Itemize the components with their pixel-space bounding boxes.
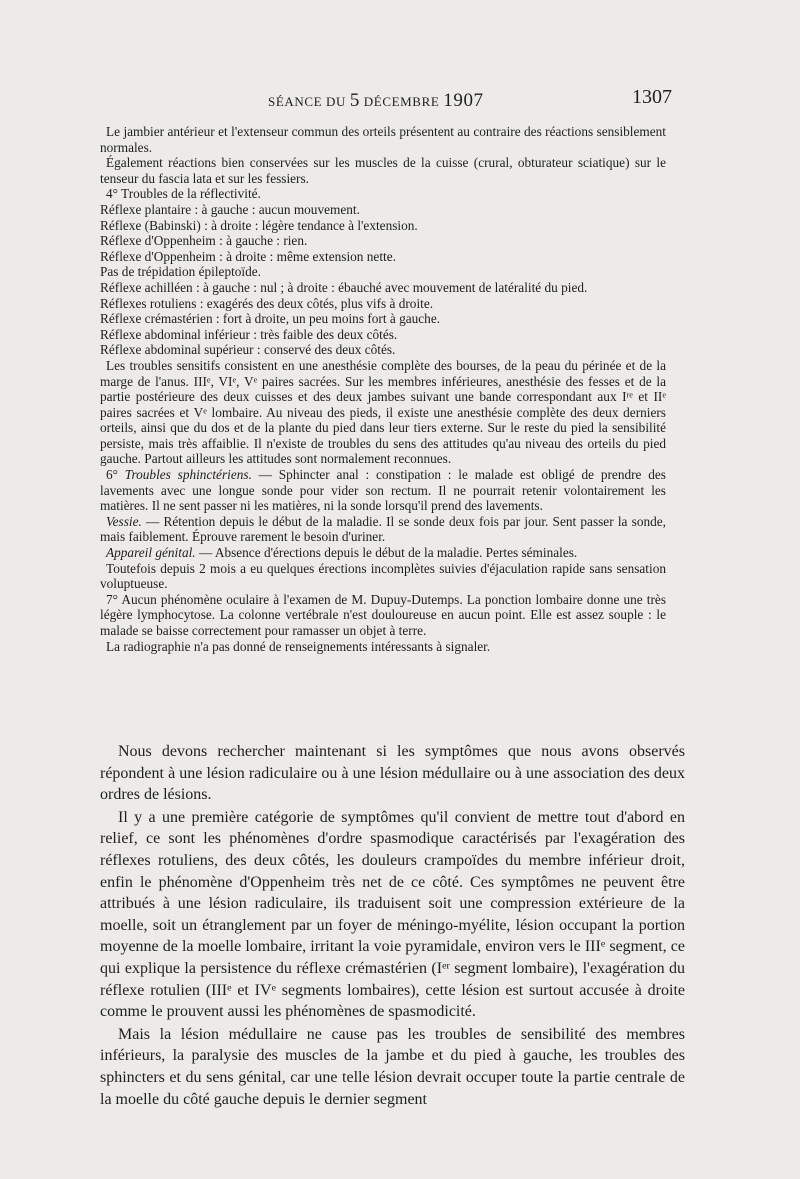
note-line: Réflexe d'Oppenheim : à droite : même extension nette. [100, 248, 396, 264]
text-run: segments lombaires), cette lésion est surtout accusée à droite comme le prouvent aussi les phénomènes de spasmodicité. [100, 981, 685, 1021]
title-day: 5 [349, 90, 360, 111]
note-line: Réflexe crémastérien : fort à droite, un peu moins fort à gauche. [100, 311, 441, 327]
note-line: La radiographie n'a pas donné de renseignements intéressants à signaler. [106, 638, 491, 654]
note-line: Réflexe (Babinski) : à droite : légère tendance à l'extension. [100, 217, 418, 233]
page-number: 1307 [632, 86, 672, 108]
superscript: e [662, 390, 666, 400]
text-run: paires sacrées. Sur les membres inférieures, anesthésie des fesses et de la partie postérieure des deux cuisses et des deux jambes suivant une bande correspondant aux I [100, 373, 666, 405]
note-line: Également réactions bien conservées sur les muscles de la cuisse (crural, obturateur sciatique) sur le tenseur du fascia lata et sur les fessiers. [100, 155, 666, 186]
note-line: Réflexes rotuliens : exagérés des deux côtés, plus vifs à droite. [100, 295, 434, 311]
text-run: et IV [231, 981, 272, 999]
note-line: Réflexe abdominal supérieur : conservé des deux côtés. [100, 342, 396, 358]
superscript: er [442, 960, 450, 972]
text-run: lombaire. Au niveau des pieds, il existe une anesthésie complète des deux derniers orteils, ainsi que du dos et de la plante du pied dans leur tiers externe. Sur le reste du pied la sensibilité persiste, mais très affaiblie. Il n'existe de troubles du sens des attitudes qu'au niveau des orteils du pied gauche. Partout ailleurs les attitudes sont normalement reconnues. [100, 404, 666, 467]
vessie-paragraph [100, 514, 666, 545]
appareil-paragraph [100, 545, 666, 561]
note-line: Réflexe achilléen : à gauche : nul ; à droite : ébauché avec mouvement de latéralité du pied. [100, 279, 588, 295]
superscript: e [253, 374, 258, 384]
text-run: Il y a une première catégorie de symptômes qu'il convient de mettre tout d'abord en relief, ce sont les phénomènes d'ordre spasmodique caractérisés par l'exagération des réflexes rotuliens, des deux côtés, les douleurs crampoïdes du membre inférieur droit, enfin le phénomène d'Oppenheim très net de ce côté. Ces symptômes ne peuvent être attribués à une lésion radiculaire, ils traduisent soit une compression extérieure de la moelle, soit un étranglement par un foyer de méningo-myélite, lésion occupant la portion moyenne de la moelle lombaire, irritant la voie pyramidale, environ vers le III [100, 808, 685, 956]
text-run: — Rétention depuis le début de la maladie. Il se sonde deux fois par jour. Sent passer la sonde, mais faiblement. Éprouve rarement le besoin d'uriner. [100, 513, 666, 545]
text-run: segment lombaire), l'exagération du réflexe rotulien (III [100, 959, 686, 999]
clinical-notes [100, 124, 666, 654]
sensory-paragraph [100, 358, 666, 467]
note-line: Réflexe d'Oppenheim : à gauche : rien. [100, 233, 308, 249]
note-line: Pas de trépidation épileptoïde. [100, 264, 261, 280]
text-run: , VI [210, 373, 233, 389]
section-number: 6° [106, 467, 125, 483]
section-label: Vessie. [106, 513, 142, 529]
superscript: re [626, 390, 633, 400]
note-line: Le jambier antérieur et l'extenseur commun des orteils présentent au contraire des réactions sensiblement normales. [100, 124, 666, 155]
body-paragraph: Nous devons rechercher maintenant si les symptômes que nous avons observés répondent à une lésion radiculaire ou à une lésion médullaire ou à une association des deux ordres de lésions. [100, 743, 685, 804]
text-run: paires sacrées et V [100, 404, 204, 420]
text-run: segment, ce qui explique la persistence du réflexe crémastérien (I [100, 938, 685, 977]
section-label: Troubles sphinctériens. [124, 467, 252, 483]
note-line: Réflexe plantaire : à gauche : aucun mouvement. [100, 201, 360, 217]
superscript: e [203, 405, 207, 415]
text-run: et II [632, 389, 663, 405]
title-month: DÉCEMBRE [359, 94, 444, 109]
section-label: Appareil génital. [106, 545, 196, 561]
sphincter-paragraph [100, 467, 666, 514]
text-run: — Absence d'érections depuis le début de la maladie. Pertes séminales. [195, 545, 578, 561]
text-run: — Sphincter anal : constipation : le malade est obligé de prendre des lavements avec une longue sonde pour vider son rectum. Il ne pourrait retenir volontairement les matières. Il ne sent passer ni les matières, ni la sonde lorsqu'il prend des lavements. [100, 467, 666, 514]
superscript: e [232, 374, 237, 384]
running-header [0, 86, 800, 114]
title-year: 1907 [443, 90, 484, 111]
body-paragraph: Mais la lésion médullaire ne cause pas les troubles de sensibilité des membres inférieurs, la paralysie des muscles de la jambe et du pied à gauche, les troubles des sphincters et du sens génital, car une telle lésion devrait occuper toute la partie centrale de la moelle du côté gauche depuis le dernier segment [100, 1025, 685, 1108]
note-line: 7° Aucun phénomène oculaire à l'examen de M. Dupuy-Dutemps. La ponction lombaire donne une très légère lymphocytose. La colonne vertébrale n'est douloureuse en aucun point. Elle est assez souple : le malade se baisse correctement pour ramasser un objet à terre. [100, 591, 666, 638]
superscript: e [227, 982, 232, 994]
note-line: 4° Troubles de la réflectivité. [106, 186, 261, 202]
running-title [268, 90, 484, 112]
superscript: e [271, 982, 276, 994]
body-paragraph [100, 807, 685, 1023]
superscript: e [206, 374, 211, 384]
note-line: Toutefois depuis 2 mois a eu quelques érections incomplètes suivies d'éjaculation rapide sans sensation voluptueuse. [100, 560, 666, 592]
text-run: Les troubles sensitifs consistent en une anesthésie complète des bourses, de la peau du périnée et de la marge de l'anus. III [100, 357, 666, 389]
discussion-body [100, 741, 685, 1110]
note-line: Réflexe abdominal inférieur : très faible des deux côtés. [100, 326, 398, 342]
title-prefix: SÉANCE DU [268, 94, 350, 109]
superscript: e [600, 938, 606, 950]
text-run: , V [236, 373, 254, 389]
